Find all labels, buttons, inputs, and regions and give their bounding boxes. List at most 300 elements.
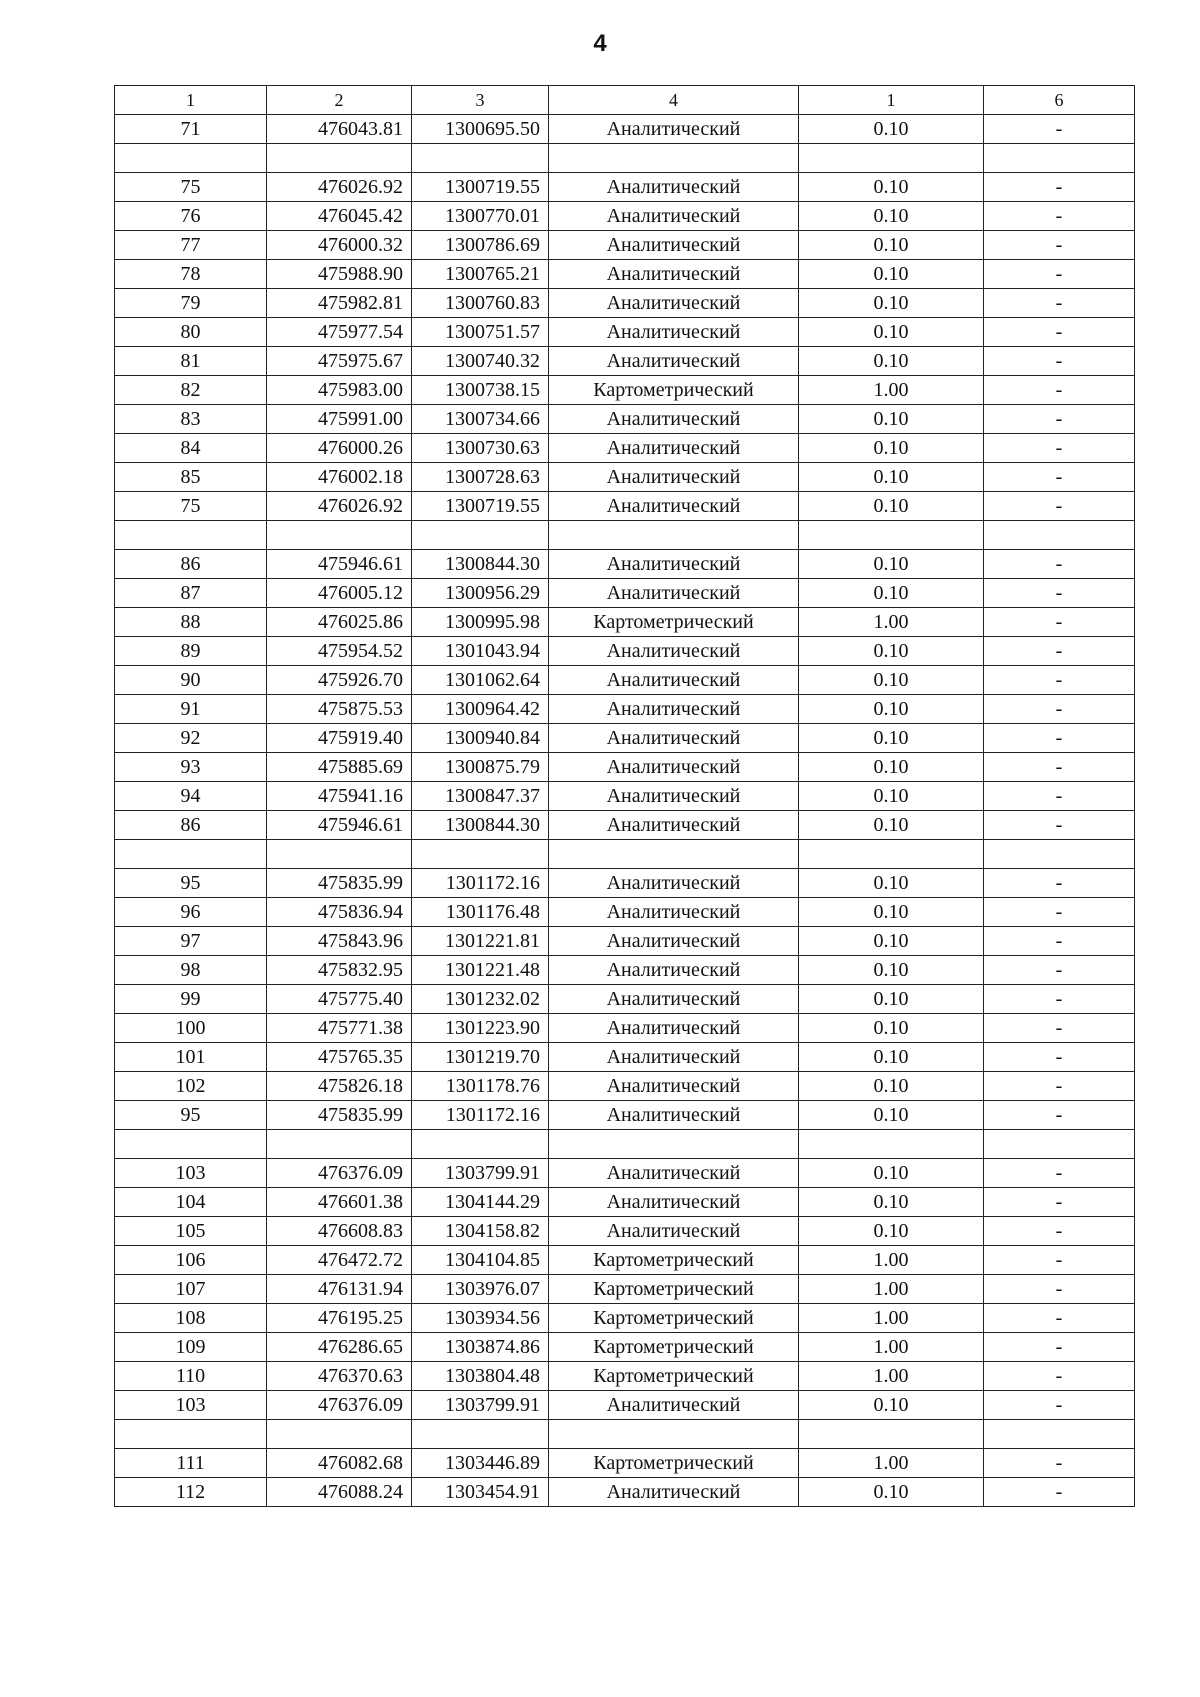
cell-precision	[799, 144, 984, 173]
cell-y: 1300956.29	[412, 579, 549, 608]
cell-y: 1300844.30	[412, 550, 549, 579]
cell-precision: 0.10	[799, 637, 984, 666]
cell-y: 1300765.21	[412, 260, 549, 289]
table-row	[115, 115, 1135, 144]
table-body	[115, 86, 1135, 1507]
cell-point-number: 90	[115, 666, 267, 695]
cell-point-number: 96	[115, 898, 267, 927]
cell-x: 475919.40	[267, 724, 412, 753]
cell-point-number: 97	[115, 927, 267, 956]
cell-description: -	[984, 1333, 1135, 1362]
cell-precision: 0.10	[799, 927, 984, 956]
cell-precision: 0.10	[799, 405, 984, 434]
cell-y: 1304158.82	[412, 1217, 549, 1246]
cell-y: 1300786.69	[412, 231, 549, 260]
cell-point-number: 95	[115, 869, 267, 898]
cell-method: Аналитический	[549, 231, 799, 260]
cell-description	[984, 1420, 1135, 1449]
cell-point-number: 92	[115, 724, 267, 753]
cell-description: -	[984, 1275, 1135, 1304]
cell-description: -	[984, 956, 1135, 985]
cell-point-number: 83	[115, 405, 267, 434]
cell-x: 476026.92	[267, 492, 412, 521]
cell-description: -	[984, 579, 1135, 608]
cell-description: -	[984, 492, 1135, 521]
cell-x: 475954.52	[267, 637, 412, 666]
table-row	[115, 1391, 1135, 1420]
cell-x: 476002.18	[267, 463, 412, 492]
table-row	[115, 811, 1135, 840]
cell-x: 475975.67	[267, 347, 412, 376]
cell-x: 475843.96	[267, 927, 412, 956]
cell-method: Аналитический	[549, 579, 799, 608]
cell-method: Аналитический	[549, 318, 799, 347]
cell-point-number	[115, 521, 267, 550]
cell-description: -	[984, 1478, 1135, 1507]
table-row	[115, 405, 1135, 434]
cell-description: -	[984, 1043, 1135, 1072]
table-row	[115, 434, 1135, 463]
cell-method: Аналитический	[549, 956, 799, 985]
cell-y: 1304104.85	[412, 1246, 549, 1275]
table-row	[115, 1246, 1135, 1275]
cell-x: 475835.99	[267, 1101, 412, 1130]
cell-x: 475765.35	[267, 1043, 412, 1072]
table-row	[115, 550, 1135, 579]
table-row	[115, 260, 1135, 289]
cell-method: Аналитический	[549, 695, 799, 724]
cell-precision: 0.10	[799, 1217, 984, 1246]
table-row	[115, 492, 1135, 521]
cell-method: Картометрический	[549, 1246, 799, 1275]
table-row	[115, 1333, 1135, 1362]
cell-y	[412, 521, 549, 550]
cell-y	[412, 1130, 549, 1159]
cell-x: 475771.38	[267, 1014, 412, 1043]
cell-precision	[799, 1420, 984, 1449]
cell-point-number: 76	[115, 202, 267, 231]
cell-x: 476376.09	[267, 1391, 412, 1420]
cell-precision: 0.10	[799, 115, 984, 144]
cell-precision: 0.10	[799, 347, 984, 376]
cell-method: Картометрический	[549, 1449, 799, 1478]
cell-y: 1300995.98	[412, 608, 549, 637]
cell-description: -	[984, 1391, 1135, 1420]
cell-point-number: 84	[115, 434, 267, 463]
cell-y: 1300728.63	[412, 463, 549, 492]
cell-description: -	[984, 782, 1135, 811]
cell-x: 475946.61	[267, 811, 412, 840]
cell-description: -	[984, 1014, 1135, 1043]
header-cell-point-number: 1	[115, 86, 267, 115]
cell-method: Аналитический	[549, 115, 799, 144]
cell-precision	[799, 840, 984, 869]
cell-method: Аналитический	[549, 869, 799, 898]
cell-method: Аналитический	[549, 405, 799, 434]
cell-precision: 0.10	[799, 550, 984, 579]
table-row	[115, 1101, 1135, 1130]
cell-method: Картометрический	[549, 608, 799, 637]
table-row	[115, 1304, 1135, 1333]
cell-x: 476195.25	[267, 1304, 412, 1333]
cell-x: 476043.81	[267, 115, 412, 144]
table-row	[115, 840, 1135, 869]
cell-x: 475988.90	[267, 260, 412, 289]
cell-point-number: 111	[115, 1449, 267, 1478]
table-row	[115, 289, 1135, 318]
cell-method: Аналитический	[549, 1014, 799, 1043]
cell-method: Аналитический	[549, 202, 799, 231]
table-row	[115, 1159, 1135, 1188]
cell-y: 1303799.91	[412, 1391, 549, 1420]
table-header-row	[115, 86, 1135, 115]
cell-y: 1300719.55	[412, 492, 549, 521]
cell-description: -	[984, 1449, 1135, 1478]
cell-method: Аналитический	[549, 1188, 799, 1217]
coordinates-table	[114, 85, 1135, 1507]
cell-point-number: 107	[115, 1275, 267, 1304]
table-row	[115, 1275, 1135, 1304]
cell-point-number: 91	[115, 695, 267, 724]
cell-description: -	[984, 376, 1135, 405]
cell-point-number: 101	[115, 1043, 267, 1072]
cell-description: -	[984, 289, 1135, 318]
cell-method: Аналитический	[549, 434, 799, 463]
table-row	[115, 231, 1135, 260]
cell-point-number: 103	[115, 1391, 267, 1420]
cell-x: 476472.72	[267, 1246, 412, 1275]
cell-description: -	[984, 811, 1135, 840]
cell-point-number: 88	[115, 608, 267, 637]
header-cell-precision: 1	[799, 86, 984, 115]
cell-method: Аналитический	[549, 463, 799, 492]
table-row	[115, 202, 1135, 231]
cell-point-number: 93	[115, 753, 267, 782]
cell-precision: 0.10	[799, 1043, 984, 1072]
cell-precision	[799, 521, 984, 550]
cell-x: 475885.69	[267, 753, 412, 782]
cell-method: Аналитический	[549, 347, 799, 376]
cell-x: 475946.61	[267, 550, 412, 579]
cell-point-number: 80	[115, 318, 267, 347]
cell-y: 1301172.16	[412, 869, 549, 898]
cell-x: 476601.38	[267, 1188, 412, 1217]
table-row	[115, 463, 1135, 492]
cell-x	[267, 1420, 412, 1449]
cell-point-number: 105	[115, 1217, 267, 1246]
cell-y: 1300875.79	[412, 753, 549, 782]
cell-point-number: 77	[115, 231, 267, 260]
cell-precision: 0.10	[799, 260, 984, 289]
cell-x	[267, 1130, 412, 1159]
cell-description: -	[984, 1072, 1135, 1101]
cell-precision: 0.10	[799, 1072, 984, 1101]
cell-x: 476286.65	[267, 1333, 412, 1362]
cell-x: 475977.54	[267, 318, 412, 347]
cell-description	[984, 144, 1135, 173]
cell-point-number: 104	[115, 1188, 267, 1217]
cell-y: 1303874.86	[412, 1333, 549, 1362]
cell-precision: 0.10	[799, 289, 984, 318]
table-row	[115, 724, 1135, 753]
cell-y: 1303446.89	[412, 1449, 549, 1478]
cell-method: Аналитический	[549, 753, 799, 782]
table-row	[115, 347, 1135, 376]
cell-y: 1300738.15	[412, 376, 549, 405]
cell-precision: 0.10	[799, 869, 984, 898]
cell-point-number: 98	[115, 956, 267, 985]
cell-method: Аналитический	[549, 550, 799, 579]
cell-description: -	[984, 318, 1135, 347]
cell-point-number	[115, 840, 267, 869]
cell-method: Аналитический	[549, 1217, 799, 1246]
cell-description: -	[984, 463, 1135, 492]
cell-x: 475832.95	[267, 956, 412, 985]
cell-y: 1300964.42	[412, 695, 549, 724]
cell-precision: 0.10	[799, 463, 984, 492]
cell-x: 475836.94	[267, 898, 412, 927]
table-row	[115, 608, 1135, 637]
cell-precision: 0.10	[799, 724, 984, 753]
cell-point-number: 71	[115, 115, 267, 144]
cell-method: Аналитический	[549, 289, 799, 318]
cell-description: -	[984, 1304, 1135, 1333]
cell-x: 476131.94	[267, 1275, 412, 1304]
cell-x: 476088.24	[267, 1478, 412, 1507]
cell-precision: 0.10	[799, 1391, 984, 1420]
cell-method: Аналитический	[549, 1072, 799, 1101]
cell-precision: 0.10	[799, 1478, 984, 1507]
cell-method	[549, 1420, 799, 1449]
table-row	[115, 637, 1135, 666]
cell-y: 1300844.30	[412, 811, 549, 840]
cell-y: 1300770.01	[412, 202, 549, 231]
cell-x: 475826.18	[267, 1072, 412, 1101]
cell-y: 1300751.57	[412, 318, 549, 347]
cell-y: 1301178.76	[412, 1072, 549, 1101]
cell-point-number: 79	[115, 289, 267, 318]
table-row	[115, 666, 1135, 695]
cell-x: 476000.32	[267, 231, 412, 260]
cell-precision: 0.10	[799, 666, 984, 695]
cell-y: 1304144.29	[412, 1188, 549, 1217]
cell-description: -	[984, 695, 1135, 724]
cell-x: 476026.92	[267, 173, 412, 202]
cell-y	[412, 1420, 549, 1449]
header-cell-x: 2	[267, 86, 412, 115]
cell-x	[267, 144, 412, 173]
cell-point-number: 81	[115, 347, 267, 376]
cell-description: -	[984, 637, 1135, 666]
cell-y: 1301043.94	[412, 637, 549, 666]
cell-y: 1303799.91	[412, 1159, 549, 1188]
cell-description: -	[984, 1217, 1135, 1246]
cell-method	[549, 840, 799, 869]
cell-description: -	[984, 173, 1135, 202]
cell-x: 476608.83	[267, 1217, 412, 1246]
table-row	[115, 956, 1135, 985]
cell-point-number	[115, 1130, 267, 1159]
cell-point-number: 99	[115, 985, 267, 1014]
cell-method: Аналитический	[549, 637, 799, 666]
cell-precision: 0.10	[799, 318, 984, 347]
table-row	[115, 985, 1135, 1014]
cell-method: Аналитический	[549, 260, 799, 289]
cell-precision	[799, 1130, 984, 1159]
cell-description: -	[984, 1101, 1135, 1130]
cell-precision: 1.00	[799, 608, 984, 637]
cell-y: 1300730.63	[412, 434, 549, 463]
cell-point-number: 85	[115, 463, 267, 492]
cell-description: -	[984, 666, 1135, 695]
cell-point-number: 100	[115, 1014, 267, 1043]
table-row	[115, 579, 1135, 608]
cell-description: -	[984, 115, 1135, 144]
cell-point-number: 94	[115, 782, 267, 811]
cell-precision: 0.10	[799, 1101, 984, 1130]
table-row	[115, 173, 1135, 202]
table-row	[115, 927, 1135, 956]
cell-precision: 1.00	[799, 1304, 984, 1333]
cell-y	[412, 144, 549, 173]
table-row	[115, 1362, 1135, 1391]
cell-precision: 0.10	[799, 811, 984, 840]
header-cell-method: 4	[549, 86, 799, 115]
cell-y: 1300734.66	[412, 405, 549, 434]
cell-y: 1303976.07	[412, 1275, 549, 1304]
cell-description: -	[984, 405, 1135, 434]
cell-point-number: 103	[115, 1159, 267, 1188]
cell-x: 476025.86	[267, 608, 412, 637]
table-row	[115, 144, 1135, 173]
cell-precision: 0.10	[799, 753, 984, 782]
cell-y: 1301172.16	[412, 1101, 549, 1130]
cell-y: 1301219.70	[412, 1043, 549, 1072]
cell-x: 475983.00	[267, 376, 412, 405]
cell-description: -	[984, 869, 1135, 898]
cell-point-number: 102	[115, 1072, 267, 1101]
cell-x	[267, 840, 412, 869]
cell-precision: 0.10	[799, 202, 984, 231]
cell-method: Картометрический	[549, 1275, 799, 1304]
cell-point-number: 110	[115, 1362, 267, 1391]
cell-description: -	[984, 550, 1135, 579]
cell-method	[549, 1130, 799, 1159]
cell-x: 475926.70	[267, 666, 412, 695]
cell-point-number: 112	[115, 1478, 267, 1507]
cell-precision: 1.00	[799, 1333, 984, 1362]
table-row	[115, 869, 1135, 898]
cell-y: 1300719.55	[412, 173, 549, 202]
cell-method: Аналитический	[549, 927, 799, 956]
cell-description: -	[984, 1188, 1135, 1217]
header-cell-y: 3	[412, 86, 549, 115]
cell-y: 1300760.83	[412, 289, 549, 318]
cell-y: 1301232.02	[412, 985, 549, 1014]
cell-description: -	[984, 898, 1135, 927]
cell-precision: 1.00	[799, 376, 984, 405]
cell-point-number: 87	[115, 579, 267, 608]
cell-method: Аналитический	[549, 811, 799, 840]
cell-y: 1301062.64	[412, 666, 549, 695]
cell-x: 475835.99	[267, 869, 412, 898]
cell-description: -	[984, 724, 1135, 753]
cell-x: 475875.53	[267, 695, 412, 724]
cell-y: 1300940.84	[412, 724, 549, 753]
cell-x: 475991.00	[267, 405, 412, 434]
table-row	[115, 1014, 1135, 1043]
cell-description: -	[984, 1246, 1135, 1275]
cell-precision: 0.10	[799, 782, 984, 811]
cell-y	[412, 840, 549, 869]
cell-precision: 1.00	[799, 1246, 984, 1275]
table-row	[115, 1072, 1135, 1101]
cell-precision: 1.00	[799, 1362, 984, 1391]
cell-point-number: 86	[115, 811, 267, 840]
cell-point-number: 106	[115, 1246, 267, 1275]
cell-point-number: 95	[115, 1101, 267, 1130]
cell-method	[549, 144, 799, 173]
cell-precision: 0.10	[799, 173, 984, 202]
cell-y: 1301223.90	[412, 1014, 549, 1043]
table-row	[115, 376, 1135, 405]
table-row	[115, 695, 1135, 724]
table-row	[115, 318, 1135, 347]
cell-point-number: 86	[115, 550, 267, 579]
cell-precision: 0.10	[799, 1188, 984, 1217]
cell-method: Картометрический	[549, 1333, 799, 1362]
cell-precision: 0.10	[799, 695, 984, 724]
cell-precision: 1.00	[799, 1275, 984, 1304]
cell-point-number	[115, 144, 267, 173]
cell-point-number: 89	[115, 637, 267, 666]
cell-description: -	[984, 927, 1135, 956]
table-row	[115, 753, 1135, 782]
cell-method: Аналитический	[549, 666, 799, 695]
table-row	[115, 1043, 1135, 1072]
cell-description: -	[984, 608, 1135, 637]
cell-y: 1300847.37	[412, 782, 549, 811]
cell-x: 476376.09	[267, 1159, 412, 1188]
cell-description	[984, 840, 1135, 869]
cell-method: Аналитический	[549, 782, 799, 811]
cell-point-number: 109	[115, 1333, 267, 1362]
cell-method: Аналитический	[549, 1159, 799, 1188]
cell-precision: 0.10	[799, 434, 984, 463]
cell-y: 1303454.91	[412, 1478, 549, 1507]
cell-precision: 0.10	[799, 985, 984, 1014]
cell-precision: 0.10	[799, 579, 984, 608]
cell-description: -	[984, 985, 1135, 1014]
cell-description: -	[984, 260, 1135, 289]
cell-method: Аналитический	[549, 1043, 799, 1072]
cell-x	[267, 521, 412, 550]
cell-point-number: 108	[115, 1304, 267, 1333]
cell-method: Аналитический	[549, 724, 799, 753]
cell-method: Аналитический	[549, 1101, 799, 1130]
cell-precision: 0.10	[799, 1014, 984, 1043]
table-row	[115, 1188, 1135, 1217]
cell-method: Картометрический	[549, 1362, 799, 1391]
cell-precision: 1.00	[799, 1449, 984, 1478]
cell-x: 475775.40	[267, 985, 412, 1014]
cell-y: 1301221.81	[412, 927, 549, 956]
cell-description: -	[984, 753, 1135, 782]
cell-y: 1300695.50	[412, 115, 549, 144]
cell-description: -	[984, 231, 1135, 260]
cell-precision: 0.10	[799, 956, 984, 985]
cell-description: -	[984, 434, 1135, 463]
